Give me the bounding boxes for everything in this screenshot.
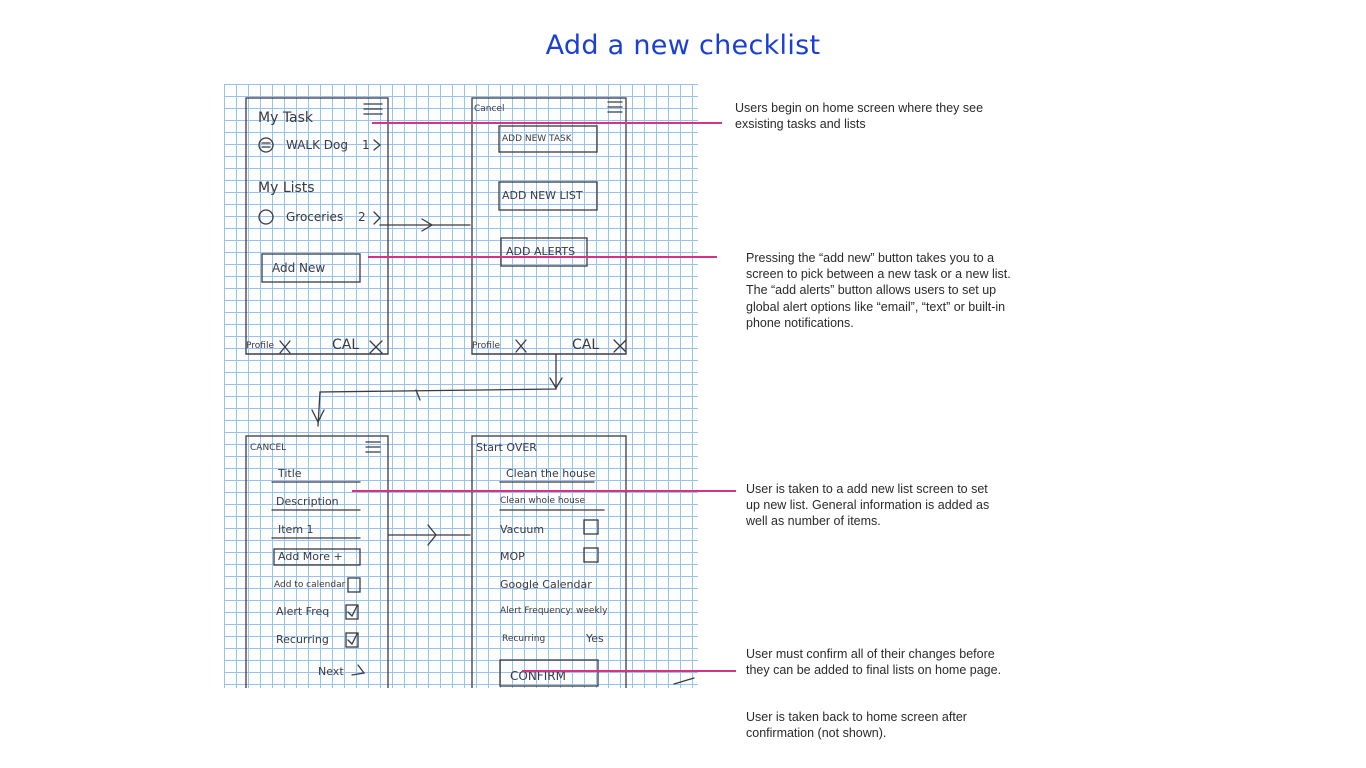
note-back-home: User is taken back to home screen after confirmation (not shown). xyxy=(746,710,967,741)
picker-add-task: ADD NEW TASK xyxy=(502,134,572,144)
note-add-new: Pressing the “add new” button takes you to a screen to pick between a new task or a new list. The “add alerts” button allows users to set up global alert options like “email”, “text” or built-in phone notifications. xyxy=(746,251,1011,330)
confirm-recurring-value: Yes xyxy=(586,632,604,645)
note-confirm: User must confirm all of their changes before they can be added to final lists on home page. xyxy=(746,647,1002,678)
confirm-start-over: Start OVER xyxy=(476,441,537,454)
new-list-add-more: Add More + xyxy=(278,550,343,563)
home-tasks-heading: My Task xyxy=(258,110,314,126)
confirm-calendar: Google Calendar xyxy=(500,578,592,591)
confirm-recurring: Recurring xyxy=(502,634,546,644)
home-list-count: 2 xyxy=(358,210,366,224)
note-home-screen: Users begin on home screen where they see exsisting tasks and lists xyxy=(735,101,984,132)
confirm-item-2: MOP xyxy=(500,550,525,563)
new-list-item: Item 1 xyxy=(278,523,314,536)
home-add-new-label: Add New xyxy=(272,261,326,275)
new-list-recurring: Recurring xyxy=(276,633,329,646)
confirm-description-value: Clean whole house xyxy=(500,496,586,506)
home-footer-cal: CAL xyxy=(332,337,360,353)
home-task-count: 1 xyxy=(362,138,370,152)
home-lists-heading: My Lists xyxy=(258,180,315,196)
confirm-item-1: Vacuum xyxy=(500,523,545,536)
home-task-item: WALK Dog xyxy=(286,138,348,152)
picker-cancel: Cancel xyxy=(474,104,505,114)
confirm-button-label: CONFIRM xyxy=(510,669,566,683)
new-list-add-calendar: Add to calendar xyxy=(274,580,346,590)
new-list-description: Description xyxy=(276,495,339,508)
page-title: Add a new checklist xyxy=(545,30,821,61)
picker-add-alerts: ADD ALERTS xyxy=(506,245,576,258)
home-list-item: Groceries xyxy=(286,210,344,224)
home-footer-profile: Profile xyxy=(246,341,274,351)
picker-footer-profile: Profile xyxy=(472,341,500,351)
picker-footer-cal: CAL xyxy=(572,337,600,353)
confirm-alert: Alert Frequency: weekly xyxy=(500,606,608,616)
new-list-cancel: CANCEL xyxy=(250,443,287,453)
note-new-list: User is taken to a add new list screen to set up new list. General information is added as well as number of items. xyxy=(746,482,990,529)
new-list-alert-freq: Alert Freq xyxy=(276,605,330,618)
confirm-title-value: Clean the house xyxy=(506,467,596,480)
new-list-next: Next xyxy=(318,665,344,678)
picker-add-list: ADD NEW LIST xyxy=(502,189,583,202)
new-list-title: Title xyxy=(278,467,302,480)
